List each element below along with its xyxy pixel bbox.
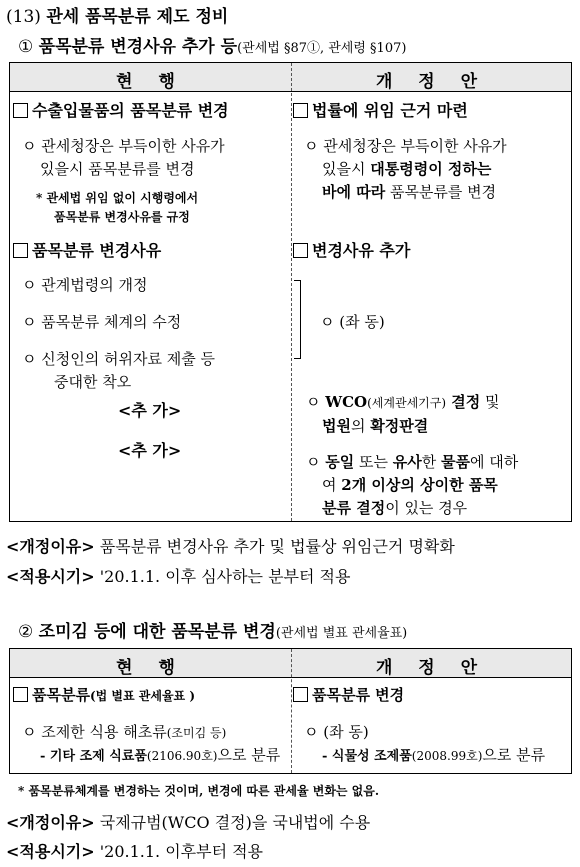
part2-heading-ref: (관세법 별표 관세율표) — [275, 626, 408, 641]
checkbox-icon — [13, 243, 28, 258]
goods-text: 또는 — [354, 453, 393, 471]
current-reason3-line2: 중대한 착오 — [54, 373, 132, 391]
wco-and: 및 — [480, 393, 500, 411]
part2-current-line2 — [40, 744, 280, 768]
part2-apply — [6, 839, 263, 862]
part1-number: ① — [18, 37, 34, 57]
part2-current-title — [13, 684, 195, 708]
part2-revised-line2 — [322, 744, 545, 768]
current-title-ref: (법 별표 관세율표 ) — [89, 689, 196, 703]
part2-revised-line1: ㅇ (좌 동) — [304, 723, 369, 741]
revised-text: 으로 분류 — [482, 746, 546, 764]
wco-desc: (세계관세기구) — [367, 396, 447, 410]
checkbox-icon — [293, 103, 308, 118]
wco-decision: 결정 — [446, 393, 481, 411]
goods-text: 2개 이상의 상이한 품목 — [341, 476, 498, 494]
revised-text-bold: 바에 따라 — [322, 183, 386, 201]
revised-item1-text-line2 — [322, 158, 491, 181]
revised-text-bold: - 식물성 조제품 — [322, 749, 412, 764]
current-item1-text-line1: ㅇ 관세청장은 부득이한 사유가 — [22, 137, 225, 155]
current-text-bold: - 기타 조제 식료품 — [40, 749, 147, 764]
wco-text: WCO — [325, 393, 368, 411]
revised-item2-title: 변경사유 추가 — [312, 241, 411, 260]
current-text: 으로 분류 — [217, 746, 281, 764]
revised-item1 — [293, 99, 468, 122]
goods-text: 이 있는 경우 — [385, 499, 468, 517]
current-item1-text-line2: 있을시 품목분류를 변경 — [40, 160, 195, 178]
particle: 의 — [350, 417, 371, 435]
current-item1-note-line1: * 관세법 위임 없이 시행령에서 — [36, 191, 199, 205]
reason-text: 품목분류 변경사유 추가 및 법률상 위임근거 명확화 — [99, 537, 455, 556]
revised-text-code: (2008.99호) — [411, 749, 483, 763]
col-revised-header: 개 정 안 — [375, 658, 488, 678]
checkbox-icon — [293, 687, 308, 702]
part2-table — [9, 648, 572, 774]
checkbox-icon — [13, 687, 28, 702]
checkbox-icon — [13, 103, 28, 118]
revised-item1-text-line3 — [322, 181, 496, 204]
goods-text: 한 — [421, 453, 442, 471]
col-revised-header: 개 정 안 — [375, 72, 488, 92]
current-item2 — [13, 239, 161, 262]
revised-wco-line1: ㅇ WCO(세계관세기구) 결정 및 — [306, 393, 500, 411]
column-divider — [291, 63, 292, 521]
revised-text-part: 품목분류를 변경 — [385, 183, 497, 201]
goods-text: 여 — [322, 476, 342, 494]
current-item2-title: 품목분류 변경사유 — [32, 241, 162, 260]
revised-text-part: 있을시 — [322, 160, 371, 178]
current-text-code: (2106.90호) — [146, 749, 218, 763]
section-title-text: 관세 품목분류 제도 정비 — [46, 7, 229, 27]
section-title — [6, 2, 228, 27]
final-judgment: 확정판결 — [370, 417, 429, 435]
current-title: 품목분류 — [32, 686, 90, 704]
current-reason3-line1: ㅇ 신청인의 허위자료 제출 등 — [22, 350, 215, 368]
current-item1 — [13, 99, 229, 122]
part1-heading-text: 품목분류 변경사유 추가 등 — [38, 37, 238, 57]
part2-heading-text: 조미김 등에 대한 품목분류 변경 — [38, 622, 276, 642]
part1-table — [9, 62, 572, 522]
court-text: 법원 — [322, 417, 351, 435]
current-text-ref: (조미김 등) — [166, 726, 227, 740]
col-current-header: 현 행 — [116, 72, 185, 92]
part2-current-line1 — [22, 721, 226, 745]
part2-revised-title — [293, 684, 404, 707]
apply-text: '20.1.1. 이후부터 적용 — [99, 842, 264, 861]
reason-label: <개정이유> — [6, 537, 95, 556]
part1-apply — [6, 564, 350, 587]
apply-label: <적용시기> — [6, 842, 95, 861]
current-reason2: ㅇ 품목분류 체계의 수정 — [22, 313, 182, 331]
apply-text: '20.1.1. 이후 심사하는 분부터 적용 — [99, 567, 351, 586]
reason-label: <개정이유> — [6, 813, 95, 832]
current-item1-note-line2: 품목분류 변경사유를 규정 — [54, 210, 190, 224]
revised-text-bold: 대통령령이 정하는 — [370, 160, 492, 178]
current-add1: <추 가> — [118, 401, 182, 420]
revised-same: ㅇ (좌 동) — [320, 313, 385, 331]
part2-note: * 품목분류체계를 변경하는 것이며, 변경에 따른 관세율 변화는 없음. — [18, 784, 380, 798]
goods-text: 분류 결정 — [322, 499, 386, 517]
current-item1-title: 수출입물품의 품목분류 변경 — [32, 101, 229, 120]
revised-item2 — [293, 239, 410, 262]
col-current-header: 현 행 — [116, 658, 185, 678]
goods-text: 유사 — [392, 453, 422, 471]
goods-text: 물품 — [441, 453, 471, 471]
part1-heading-ref: (관세법 §87①, 관세령 §107) — [237, 41, 407, 56]
revised-item1-title: 법률에 위임 근거 마련 — [312, 101, 468, 120]
part2-reason — [6, 810, 370, 833]
goods-text: 동일 — [325, 453, 355, 471]
part1-heading — [18, 32, 406, 57]
reason-text: 국제규범(WCO 결정)을 국내법에 수용 — [99, 813, 371, 832]
revised-wco-line2 — [322, 415, 428, 438]
goods-text: 에 대하 — [470, 453, 519, 471]
checkbox-icon — [293, 243, 308, 258]
part2-heading — [18, 617, 407, 642]
revised-goods-line1: ㅇ 동일 또는 유사한 물품에 대하 — [306, 453, 519, 471]
revised-goods-line2 — [322, 474, 498, 497]
current-text: ㅇ 조제한 식용 해초류 — [22, 723, 167, 741]
revised-title: 품목분류 변경 — [312, 686, 405, 704]
revised-item1-text-line1: ㅇ 관세청장은 부득이한 사유가 — [304, 137, 507, 155]
part2-number: ② — [18, 622, 34, 642]
revised-goods-line3 — [322, 497, 467, 520]
bracket — [294, 280, 301, 359]
part1-reason — [6, 534, 455, 557]
current-add2: <추 가> — [118, 441, 182, 460]
apply-label: <적용시기> — [6, 567, 95, 586]
section-number: (13) — [6, 7, 41, 27]
current-reason1: ㅇ 관계법령의 개정 — [22, 276, 148, 294]
